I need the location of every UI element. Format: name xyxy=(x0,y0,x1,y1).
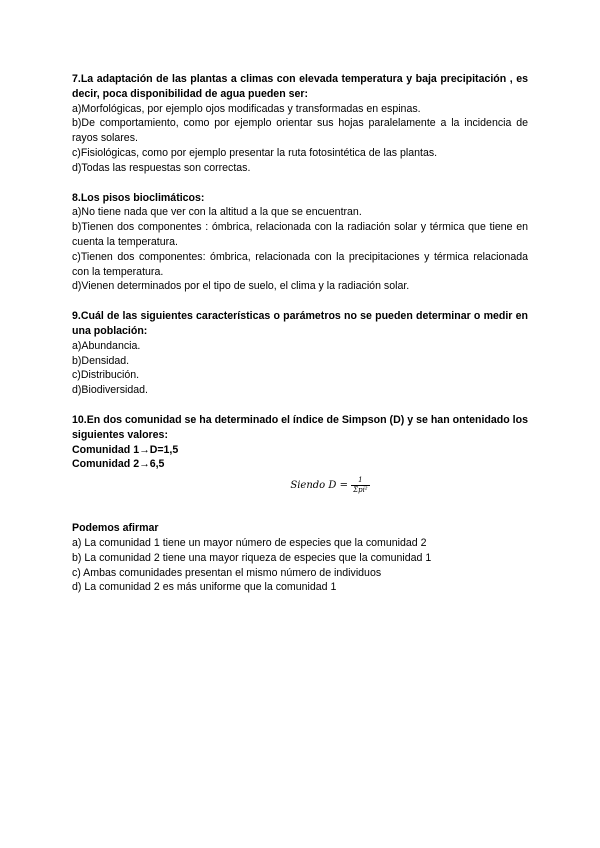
question-8-title: 8.Los pisos bioclimáticos: xyxy=(72,191,205,204)
question-10b-title: Podemos afirmar xyxy=(72,522,159,535)
question-10-option-d: d) La comunidad 2 es más uniforme que la comunidad 1 xyxy=(72,581,337,594)
question-8-option-d: d)Vienen determinados por el tipo de suelo, el clima y la radiación solar. xyxy=(72,280,410,293)
formula-prefix: Siendo D = xyxy=(290,480,348,492)
question-9-option-c: c)Distribución. xyxy=(72,369,140,382)
question-7-option-b: b)De comportamiento, como por ejemplo orientar sus hojas paralelamente a la incidencia de rayos solares. xyxy=(72,117,528,145)
question-9 xyxy=(72,309,528,398)
formula-fraction xyxy=(351,476,369,495)
formula-denominator: Σpi² xyxy=(353,486,368,495)
question-8-option-a: a)No tiene nada que ver con la altitud a la que se encuentran. xyxy=(72,206,362,219)
question-7-option-a: a)Morfológicas, por ejemplo ojos modificadas y transformadas en espinas. xyxy=(72,102,421,115)
simpson-formula xyxy=(72,476,528,495)
question-10-option-b: b) La comunidad 2 tiene una mayor riqueza de especies que la comunidad 1 xyxy=(72,551,432,564)
community-2-value: Comunidad 2→6,5 xyxy=(72,458,165,471)
community-1-value: Comunidad 1→D=1,5 xyxy=(72,443,179,456)
question-9-option-b: b)Densidad. xyxy=(72,354,130,367)
question-10 xyxy=(72,413,528,495)
question-10-statements xyxy=(72,521,528,595)
question-8-option-b: b)Tienen dos componentes : ómbrica, relacionada con la radiación solar y térmica que tiene en cuenta la temperatura. xyxy=(72,221,528,248)
question-8-option-c: c)Tienen dos componentes: ómbrica, relacionada con la precipitaciones y térmica relacionada con la temperatura. xyxy=(72,250,528,278)
question-7-option-d: d)Todas las respuestas son correctas. xyxy=(72,161,251,174)
document-content xyxy=(72,72,528,610)
question-10-option-c: c) Ambas comunidades presentan el mismo número de individuos xyxy=(72,566,382,579)
question-7-option-c: c)Fisiológicas, como por ejemplo presentar la ruta fotosintética de las plantas. xyxy=(72,146,438,159)
question-9-option-d: d)Biodiversidad. xyxy=(72,384,148,397)
formula-numerator: 1 xyxy=(351,476,369,486)
question-8 xyxy=(72,191,528,295)
question-7-title: 7.La adaptación de las plantas a climas con elevada temperatura y baja precipitación , es decir, poca disponibilidad de agua pueden ser: xyxy=(72,73,528,100)
question-9-title: 9.Cuál de las siguientes características o parámetros no se pueden determinar o medir en una población: xyxy=(72,310,528,337)
question-10-option-a: a) La comunidad 1 tiene un mayor número de especies que la comunidad 2 xyxy=(72,536,427,549)
question-10-title: 10.En dos comunidad se ha determinado el índice de Simpson (D) y se han ontenidado los siguientes valores: xyxy=(72,413,528,441)
question-9-option-a: a)Abundancia. xyxy=(72,339,141,352)
question-7 xyxy=(72,72,528,176)
